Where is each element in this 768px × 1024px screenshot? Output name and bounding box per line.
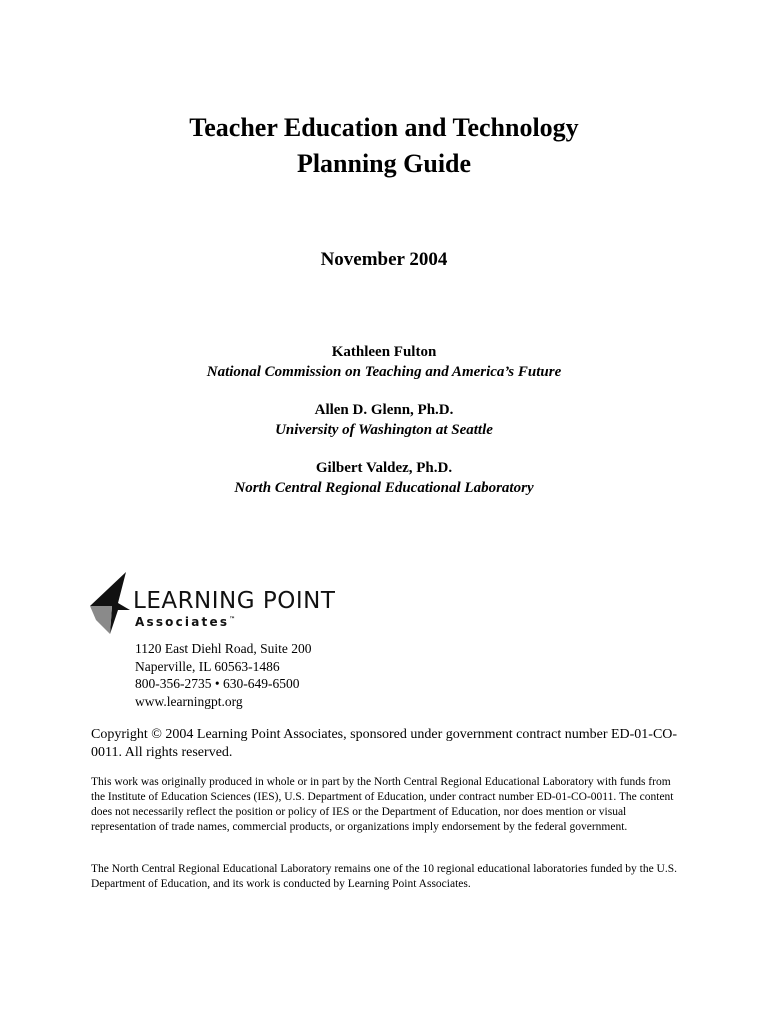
address-city: Naperville, IL 60563-1486 — [135, 658, 280, 674]
author-block — [0, 400, 768, 440]
address-website[interactable]: www.learningpt.org — [135, 693, 243, 709]
logo-subtitle — [135, 615, 235, 629]
address-block — [135, 640, 311, 710]
author-list — [0, 342, 768, 516]
address-phone: 800-356-2735 • 630-649-6500 — [135, 676, 300, 691]
logo-wordmark: LEARNING POINT — [133, 588, 336, 614]
title-line-1: Teacher Education and Technology — [189, 113, 579, 142]
author-affiliation: University of Washington at Seattle — [275, 422, 493, 438]
copyright-notice: Copyright © 2004 Learning Point Associates, sponsored under government contract number ED-01-CO-0011. All rights reserved. — [91, 727, 678, 760]
funding-disclaimer: This work was originally produced in whole or in part by the North Central Regional Educational Laboratory with funds from the Institute of Education Sciences (IES), U.S. Department of Education, under contract number ED-01-CO-0011. The content does not necessarily reflect the position or policy of IES or the Department of Education, nor does mention or visual representation of trade names, commercial products, or organizations imply endorsement by the federal government. — [91, 776, 674, 833]
author-block — [0, 342, 768, 382]
author-block — [0, 458, 768, 498]
address-street: 1120 East Diehl Road, Suite 200 — [135, 641, 312, 656]
logo-subtitle-text: Associates — [135, 615, 230, 629]
title-line-2: Planning Guide — [296, 149, 472, 178]
author-affiliation: National Commission on Teaching and America’s Future — [206, 364, 562, 380]
author-name: Kathleen Fulton — [331, 344, 437, 360]
laboratory-notice: The North Central Regional Educational Laboratory remains one of the 10 regional educational laboratories funded by the U.S. Department of Education, and its work is conducted by Learning Point Associates. — [91, 863, 677, 890]
trademark-symbol: ™ — [229, 616, 236, 623]
author-affiliation: North Central Regional Educational Laboratory — [234, 480, 534, 496]
author-name: Gilbert Valdez, Ph.D. — [315, 460, 453, 476]
publication-date: November 2004 — [320, 249, 448, 270]
learning-point-logo — [88, 570, 368, 638]
author-name: Allen D. Glenn, Ph.D. — [314, 402, 454, 418]
document-title — [0, 110, 768, 182]
learning-point-arrow-icon — [88, 570, 134, 636]
